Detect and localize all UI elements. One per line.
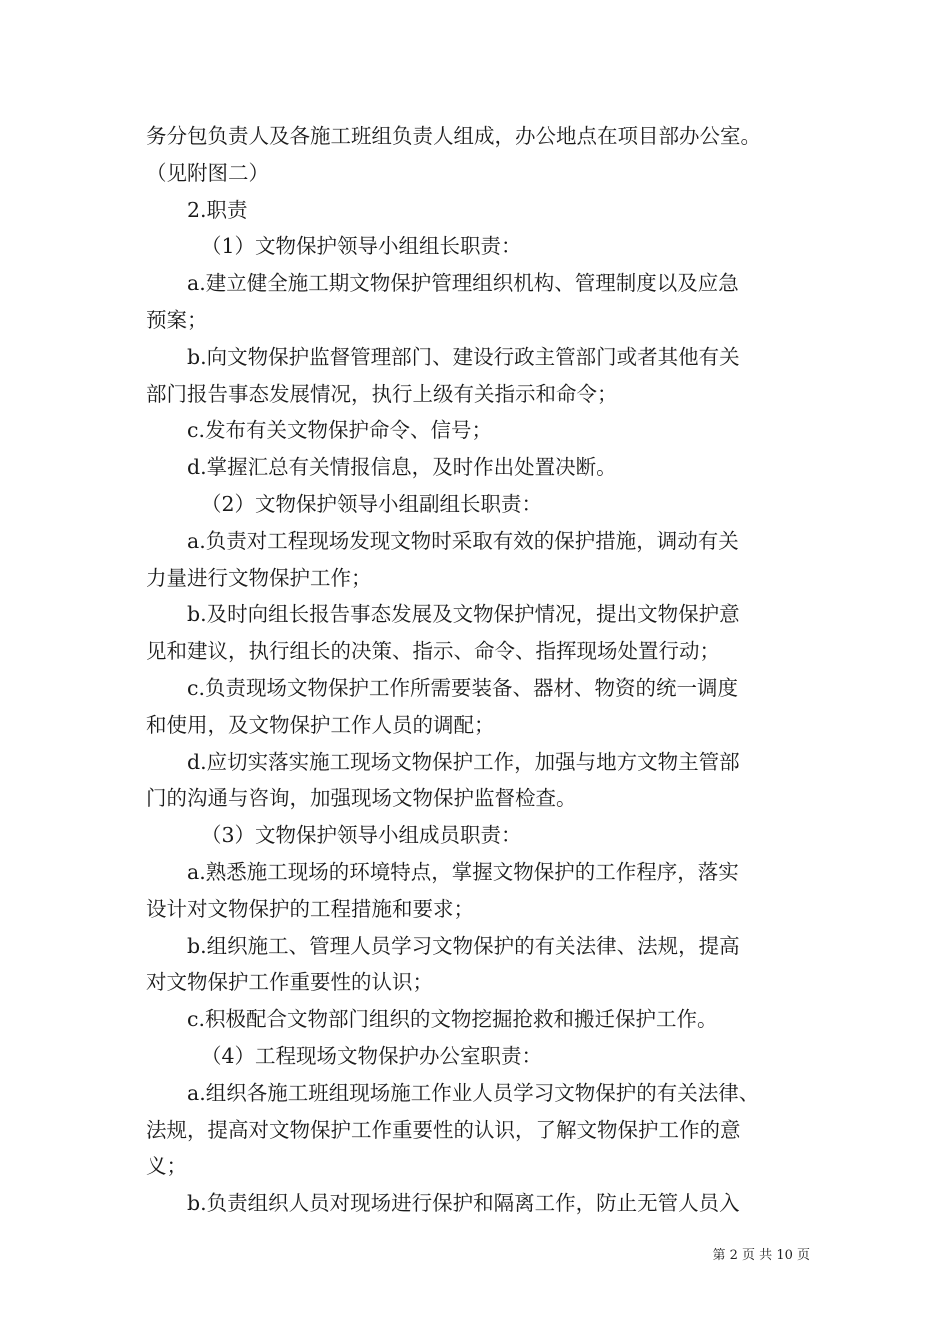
text-line: 和使用，及文物保护工作人员的调配；: [146, 712, 495, 737]
text-line: 务分包负责人及各施工班组负责人组成，办公地点在项目部办公室。: [146, 124, 761, 148]
text-line: 部门报告事态发展情况，执行上级有关指示和命令；: [146, 381, 618, 406]
text-line: d.掌握汇总有关情报信息，及时作出处置决断。: [187, 455, 617, 480]
text-line: 对文物保护工作重要性的认识；: [146, 970, 433, 995]
section-heading: 2.职责: [187, 197, 248, 222]
subsection-heading: （1）文物保护领导小组组长职责：: [201, 234, 522, 259]
text-line: （见附图二）: [146, 160, 269, 185]
text-line: b.组织施工、管理人员学习文物保护的有关法律、法规，提高: [187, 933, 740, 958]
text-line: d.应切实落实施工现场文物保护工作，加强与地方文物主管部: [187, 749, 740, 774]
text-line: 设计对文物保护的工程措施和要求；: [146, 896, 474, 921]
text-line: 法规，提高对文物保护工作重要性的认识，了解文物保护工作的意: [146, 1117, 741, 1142]
text-line: 见和建议，执行组长的决策、指示、命令、指挥现场处置行动；: [146, 639, 720, 664]
text-line: a.组织各施工班组现场施工作业人员学习文物保护的有关法律、: [187, 1080, 760, 1105]
text-line: a.建立健全施工期文物保护管理组织机构、管理制度以及应急: [187, 271, 739, 296]
text-line: 门的沟通与咨询，加强现场文物保护监督检查。: [146, 786, 577, 811]
text-line: 预案；: [146, 307, 208, 332]
text-line: c.积极配合文物部门组织的文物挖掘抢救和搬迁保护工作。: [187, 1007, 718, 1032]
page-number: 第 2 页 共 10 页: [712, 1248, 810, 1263]
subsection-heading: （3）文物保护领导小组成员职责：: [201, 823, 522, 848]
document-body: [146, 118, 810, 1222]
text-line: 义；: [146, 1154, 187, 1179]
text-line: b.向文物保护监督管理部门、建设行政主管部门或者其他有关: [187, 344, 740, 369]
subsection-heading: （2）文物保护领导小组副组长职责：: [201, 491, 543, 516]
text-line: c.发布有关文物保护命令、信号；: [187, 418, 492, 443]
text-line: c.负责现场文物保护工作所需要装备、器材、物资的统一调度: [187, 675, 738, 700]
text-line: b.负责组织人员对现场进行保护和隔离工作，防止无管人员入: [187, 1191, 740, 1216]
text-line: 力量进行文物保护工作；: [146, 565, 372, 590]
subsection-heading: （4）工程现场文物保护办公室职责：: [201, 1043, 543, 1068]
text-line: a.熟悉施工现场的环境特点，掌握文物保护的工作程序，落实: [187, 859, 739, 884]
text-line: a.负责对工程现场发现文物时采取有效的保护措施，调动有关: [187, 528, 739, 553]
text-line: b.及时向组长报告事态发展及文物保护情况，提出文物保护意: [187, 602, 740, 627]
